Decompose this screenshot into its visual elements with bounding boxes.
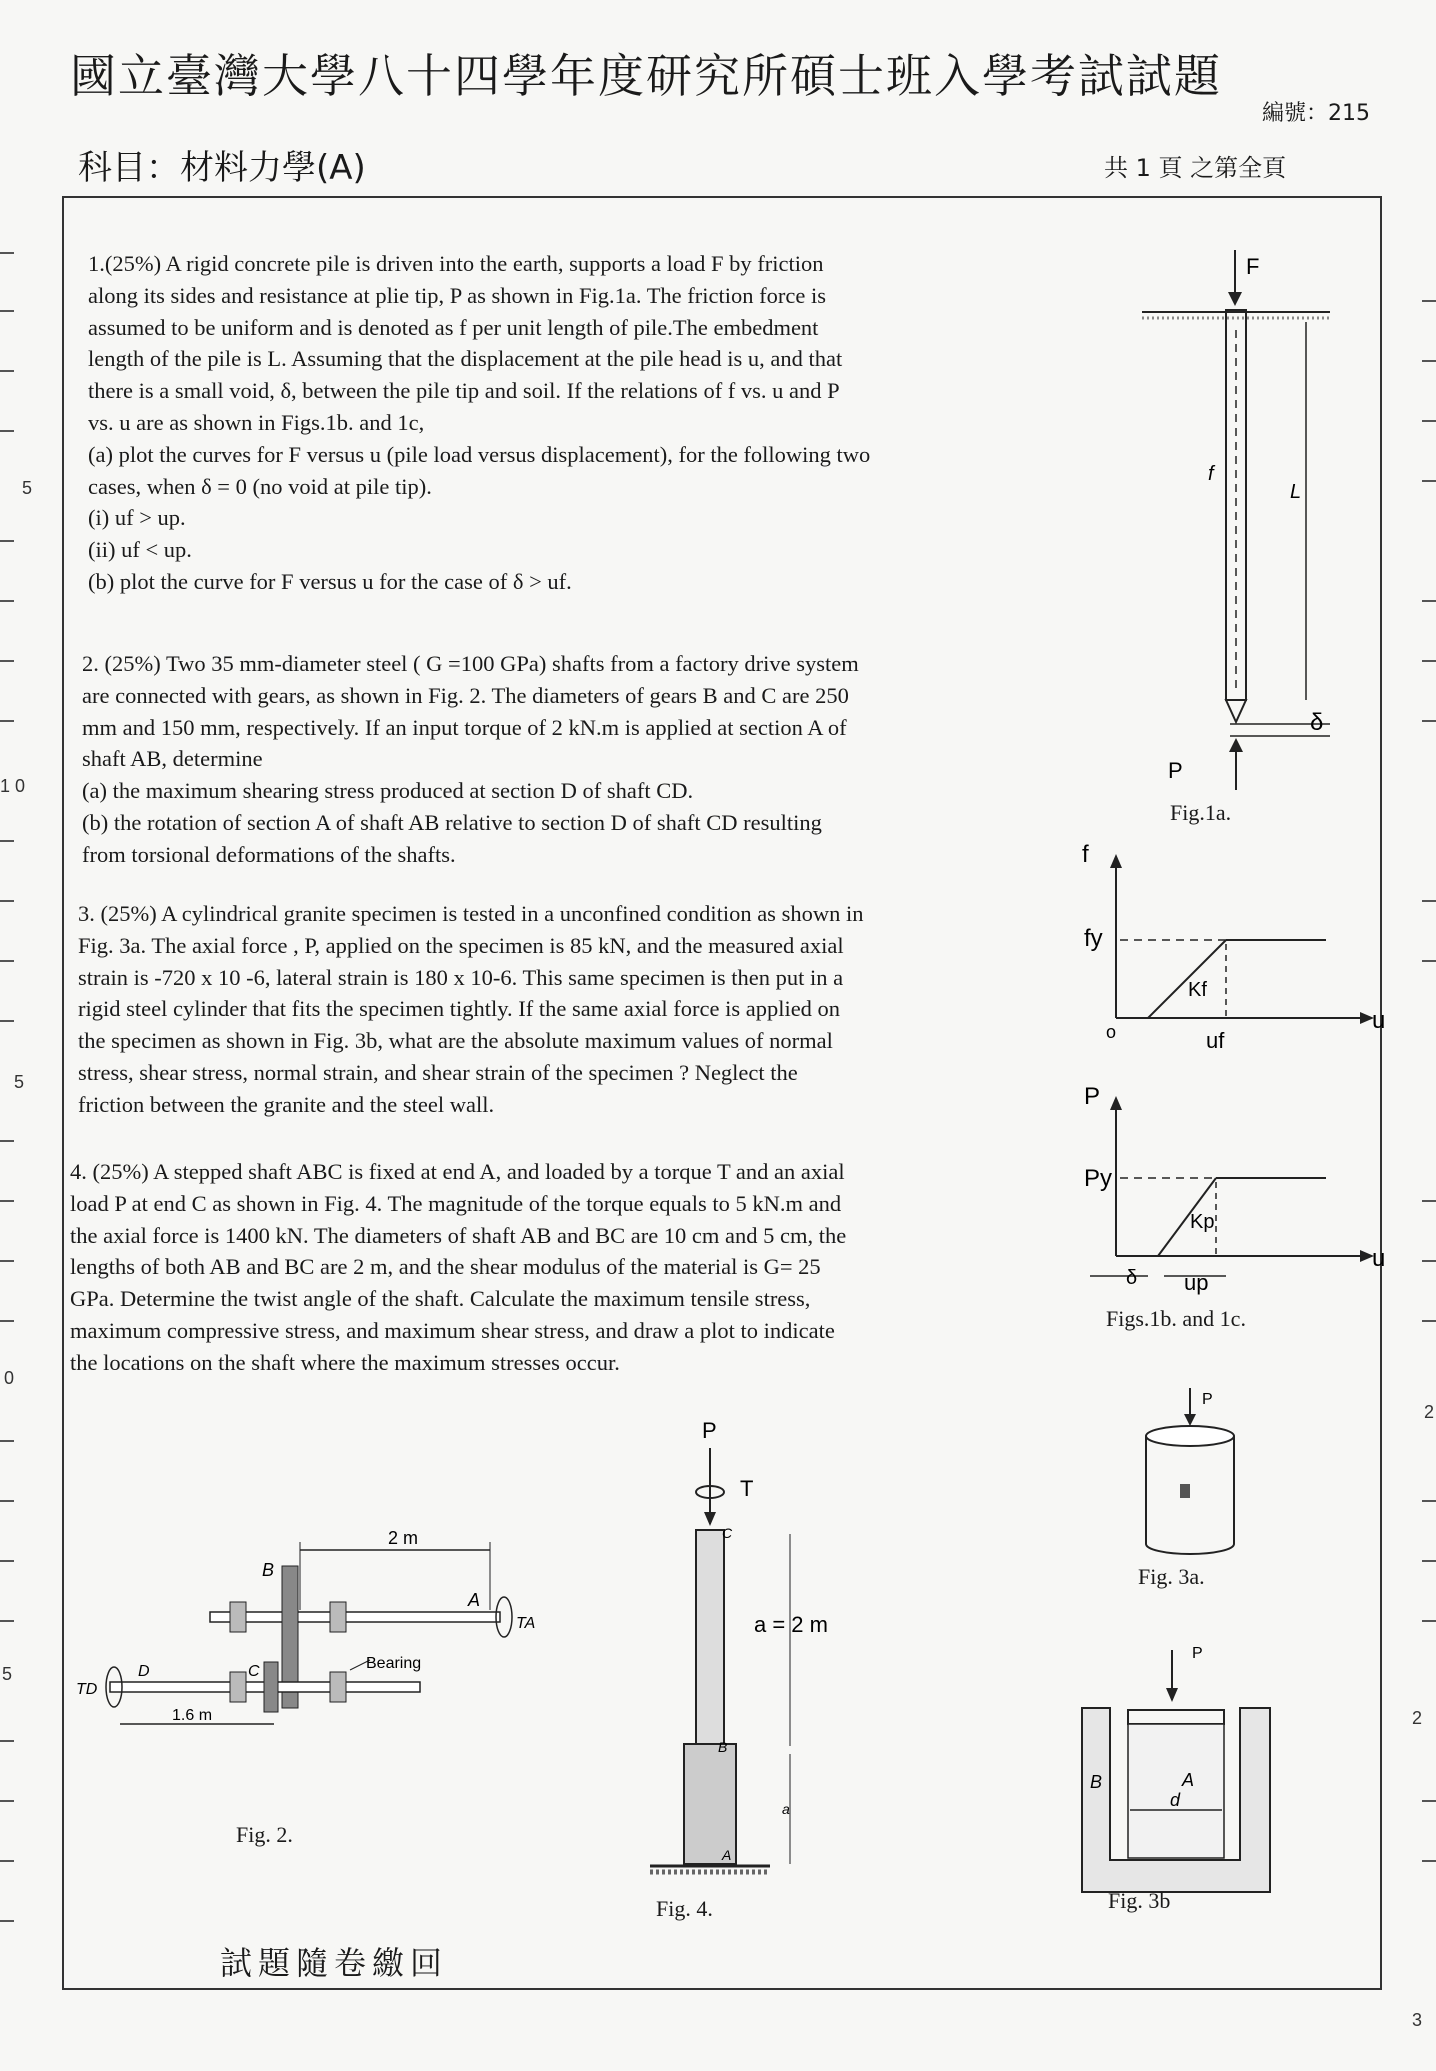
label-D: D xyxy=(138,1663,150,1680)
load-arrowhead xyxy=(1166,1688,1178,1702)
margin-tick xyxy=(0,1140,14,1142)
margin-tick xyxy=(0,600,14,602)
question-line: length of the pile is L. Assuming that the displacement at the pile head is u, and that xyxy=(88,346,843,372)
return-stamp: 試題隨卷繳回 xyxy=(220,1944,449,1982)
force-p-arrowhead xyxy=(1229,738,1243,752)
label-p-axis: P xyxy=(1084,1083,1101,1110)
question-line: strain is -720 x 10 -6, lateral strain is 180 x 10-6. This same specimen is then put in a xyxy=(78,964,844,990)
gear-c xyxy=(264,1662,278,1712)
exam-title: 國立臺灣大學八十四學年度研究所碩士班入學考試試題 xyxy=(70,49,1222,103)
question-line: 1.(25%) A rigid concrete pile is driven into the earth, supports a load F by friction xyxy=(88,251,824,276)
margin-tick xyxy=(0,370,14,372)
label-F: F xyxy=(1246,254,1260,279)
shaft-bc xyxy=(696,1530,724,1744)
question-line: Fig. 3a. The axial force , P, applied on the specimen is 85 kN, and the measured axial xyxy=(78,932,844,958)
margin-tick xyxy=(1422,960,1436,962)
margin-tick xyxy=(1422,720,1436,722)
question-line: the specimen as shown in Fig. 3b, what are the absolute maximum values of normal xyxy=(78,1028,833,1054)
y-axis-arrowhead xyxy=(1110,854,1122,868)
question-line: stress, shear stress, normal strain, and shear strain of the specimen ? Neglect the xyxy=(78,1059,798,1085)
fig3a-caption: Fig. 3a. xyxy=(1138,1564,1205,1589)
margin-tick xyxy=(1422,600,1436,602)
question-line: (a) the maximum shearing stress produced at section D of shaft CD. xyxy=(82,778,694,804)
margin-tick xyxy=(1422,1320,1436,1322)
exam-code: 編號：215 xyxy=(1262,101,1370,126)
margin-tick xyxy=(1422,1860,1436,1862)
question-line: the axial force is 1400 kN. The diameters of shaft AB and BC are 10 cm and 5 cm, the xyxy=(70,1222,847,1248)
label-2m: 2 m xyxy=(388,1528,419,1548)
label-A: A xyxy=(468,1590,481,1610)
question-line: load P at end C as shown in Fig. 4. The magnitude of the torque equals to 5 kN.m and xyxy=(70,1190,842,1216)
question-line: GPa. Determine the twist angle of the shaft. Calculate the maximum tensile stress, xyxy=(70,1286,811,1312)
cylinder-bottom xyxy=(1146,1544,1234,1554)
fig3a-specimen xyxy=(1130,1384,1250,1574)
margin-number: 5 xyxy=(2,1664,13,1684)
fig1bc-caption: Figs.1b. and 1c. xyxy=(1106,1306,1246,1331)
bearing xyxy=(230,1672,246,1702)
bearing xyxy=(330,1602,346,1632)
margin-tick xyxy=(0,1320,14,1322)
margin-tick xyxy=(0,1440,14,1442)
label-P: P xyxy=(1168,758,1183,783)
margin-tick xyxy=(1422,1560,1436,1562)
question-line: maximum compressive stress, and maximum shear stress, and draw a plot to indicate xyxy=(70,1317,835,1343)
label-T: T xyxy=(740,1476,754,1501)
label-delta: δ xyxy=(1310,709,1324,736)
margin-tick xyxy=(0,430,14,432)
load-arrowhead xyxy=(704,1512,716,1526)
label-uf: uf xyxy=(1206,1028,1225,1053)
margin-tick xyxy=(1422,1620,1436,1622)
fig2-gear-shafts xyxy=(70,1520,536,1750)
margin-tick xyxy=(0,1860,14,1862)
question-2 xyxy=(82,648,859,871)
label-L: L xyxy=(1290,481,1302,503)
margin-tick xyxy=(0,1260,14,1262)
fig1c-graph xyxy=(1076,1080,1396,1300)
margin-tick xyxy=(1422,1800,1436,1802)
curve-rise xyxy=(1148,940,1226,1018)
fig1b-graph xyxy=(1076,838,1396,1058)
shaft-ab xyxy=(684,1744,736,1864)
question-line: (b) the rotation of section A of shaft AB relative to section D of shaft CD resulting xyxy=(82,809,822,835)
label-u-axis: u xyxy=(1372,1245,1386,1272)
margin-tick xyxy=(1422,300,1436,302)
fig3b-caption: Fig. 3b xyxy=(1108,1888,1171,1913)
fig4-stepped-shaft xyxy=(640,1414,880,1884)
margin-tick xyxy=(0,720,14,722)
question-line: 3. (25%) A cylindrical granite specimen is tested in a unconfined condition as shown in xyxy=(78,901,864,926)
margin-number: 2 xyxy=(1424,1402,1435,1422)
margin-number: 0 xyxy=(4,1368,15,1388)
margin-tick xyxy=(1422,660,1436,662)
margin-tick xyxy=(0,310,14,312)
force-f-arrowhead xyxy=(1228,292,1242,306)
page-count: 共 1 頁 之第全頁 xyxy=(1104,154,1287,182)
label-P: P xyxy=(702,1418,717,1443)
label-f: f xyxy=(1208,463,1214,485)
margin-tick xyxy=(0,252,14,254)
question-line: rigid steel cylinder that fits the specimen tightly. If the same axial force is applied on xyxy=(78,996,841,1022)
question-4 xyxy=(70,1156,846,1379)
question-line: vs. u are as shown in Figs.1b. and 1c, xyxy=(88,409,425,435)
margin-tick xyxy=(0,1800,14,1802)
margin-tick xyxy=(0,660,14,662)
margin-tick xyxy=(0,900,14,902)
margin-tick xyxy=(1422,480,1436,482)
margin-tick xyxy=(0,1920,14,1922)
question-line: there is a small void, δ, between the pile tip and soil. If the relations of f vs. u and P xyxy=(88,378,840,404)
question-line: cases, when δ = 0 (no void at pile tip). xyxy=(88,473,432,499)
label-P: P xyxy=(1202,1391,1213,1408)
question-line: 4. (25%) A stepped shaft ABC is fixed at end A, and loaded by a torque T and an axial xyxy=(70,1159,845,1184)
label-C: C xyxy=(722,1525,733,1541)
bearing xyxy=(230,1602,246,1632)
margin-tick xyxy=(1422,360,1436,362)
specimen-mark xyxy=(1180,1484,1190,1498)
question-line: assumed to be uniform and is denoted as f per unit length of pile.The embedment xyxy=(88,314,819,340)
label-B: B xyxy=(262,1560,275,1580)
y-axis-arrowhead xyxy=(1110,1096,1122,1110)
margin-tick xyxy=(0,1200,14,1202)
bearing xyxy=(330,1672,346,1702)
label-P: P xyxy=(1192,1645,1203,1662)
margin-tick xyxy=(1422,1500,1436,1502)
margin-tick xyxy=(0,1560,14,1562)
question-line: 2. (25%) Two 35 mm-diameter steel ( G =100 GPa) shafts from a factory drive system xyxy=(82,651,859,676)
margin-tick xyxy=(0,840,14,842)
fig3b-confined-specimen xyxy=(1070,1640,1290,1900)
label-kf: Kf xyxy=(1188,979,1207,1001)
question-line: friction between the granite and the steel wall. xyxy=(78,1091,495,1117)
label-a-2m: a = 2 m xyxy=(754,1612,828,1637)
label-TD: TD xyxy=(76,1681,98,1698)
question-line: along its sides and resistance at plie tip, P as shown in Fig.1a. The friction force is xyxy=(88,282,826,308)
question-line: (i) uf > up. xyxy=(88,505,186,531)
question-line: are connected with gears, as shown in Fig. 2. The diameters of gears B and C are 250 xyxy=(82,682,849,708)
margin-tick xyxy=(0,1020,14,1022)
exam-subject: 科目：材料力學(A) xyxy=(78,148,366,188)
question-line: shaft AB, determine xyxy=(82,746,263,772)
label-A: A xyxy=(1182,1770,1195,1790)
margin-tick xyxy=(1422,900,1436,902)
shaft-ab xyxy=(210,1612,500,1622)
label-delta: δ xyxy=(1126,1267,1138,1289)
margin-tick xyxy=(0,960,14,962)
question-1 xyxy=(88,248,870,598)
label-kp: Kp xyxy=(1190,1211,1215,1233)
margin-tick xyxy=(0,1500,14,1502)
margin-number: 5 xyxy=(22,478,33,498)
margin-number: 1 0 xyxy=(0,776,26,796)
label-TA: TA xyxy=(516,1615,536,1632)
question-line: (a) plot the curves for F versus u (pile load versus displacement), for the following two xyxy=(88,441,871,467)
question-line: lengths of both AB and BC are 2 m, and the shear modulus of the material is G= 25 xyxy=(70,1254,821,1280)
label-fy: fy xyxy=(1084,925,1103,952)
question-3 xyxy=(78,898,863,1121)
label-1-6m: 1.6 m xyxy=(172,1707,213,1724)
question-line: (ii) uf < up. xyxy=(88,537,192,563)
fig1a-pile-diagram xyxy=(1130,240,1360,840)
margin-tick xyxy=(1422,420,1436,422)
question-line: (b) plot the curve for F versus u for the case of δ > uf. xyxy=(88,568,572,594)
label-py: Py xyxy=(1084,1165,1113,1192)
margin-tick xyxy=(1422,1260,1436,1262)
label-f-axis: f xyxy=(1082,841,1089,868)
label-up: up xyxy=(1184,1270,1209,1295)
label-A: A xyxy=(722,1847,732,1863)
margin-number: 2 xyxy=(1412,1708,1423,1728)
margin-tick xyxy=(0,540,14,542)
cylinder-top xyxy=(1146,1426,1234,1446)
label-B: B xyxy=(1090,1772,1103,1792)
label-bearing: Bearing xyxy=(366,1655,422,1672)
margin-tick xyxy=(0,1740,14,1742)
label-C: C xyxy=(248,1663,260,1680)
fig2-caption: Fig. 2. xyxy=(236,1822,293,1847)
label-u-axis: u xyxy=(1372,1007,1386,1034)
question-line: mm and 150 mm, respectively. If an input torque of 2 kN.m is applied at section A of xyxy=(82,714,847,740)
question-line: the locations on the shaft where the maximum stresses occur. xyxy=(70,1349,620,1375)
margin-tick xyxy=(0,1620,14,1622)
label-a: a xyxy=(782,1801,790,1817)
fig1a-caption: Fig.1a. xyxy=(1170,800,1232,825)
pile-tip xyxy=(1226,700,1246,722)
fig4-caption: Fig. 4. xyxy=(656,1896,713,1921)
label-B: B xyxy=(718,1739,728,1755)
question-line: from torsional deformations of the shafts. xyxy=(82,841,456,867)
loading-plate xyxy=(1128,1710,1224,1724)
margin-number: 3 xyxy=(1412,2010,1423,2030)
margin-tick xyxy=(1422,1200,1436,1202)
load-arrowhead xyxy=(1184,1414,1196,1426)
label-origin: o xyxy=(1106,1022,1117,1042)
label-d: d xyxy=(1170,1790,1181,1810)
margin-number: 5 xyxy=(14,1072,25,1092)
